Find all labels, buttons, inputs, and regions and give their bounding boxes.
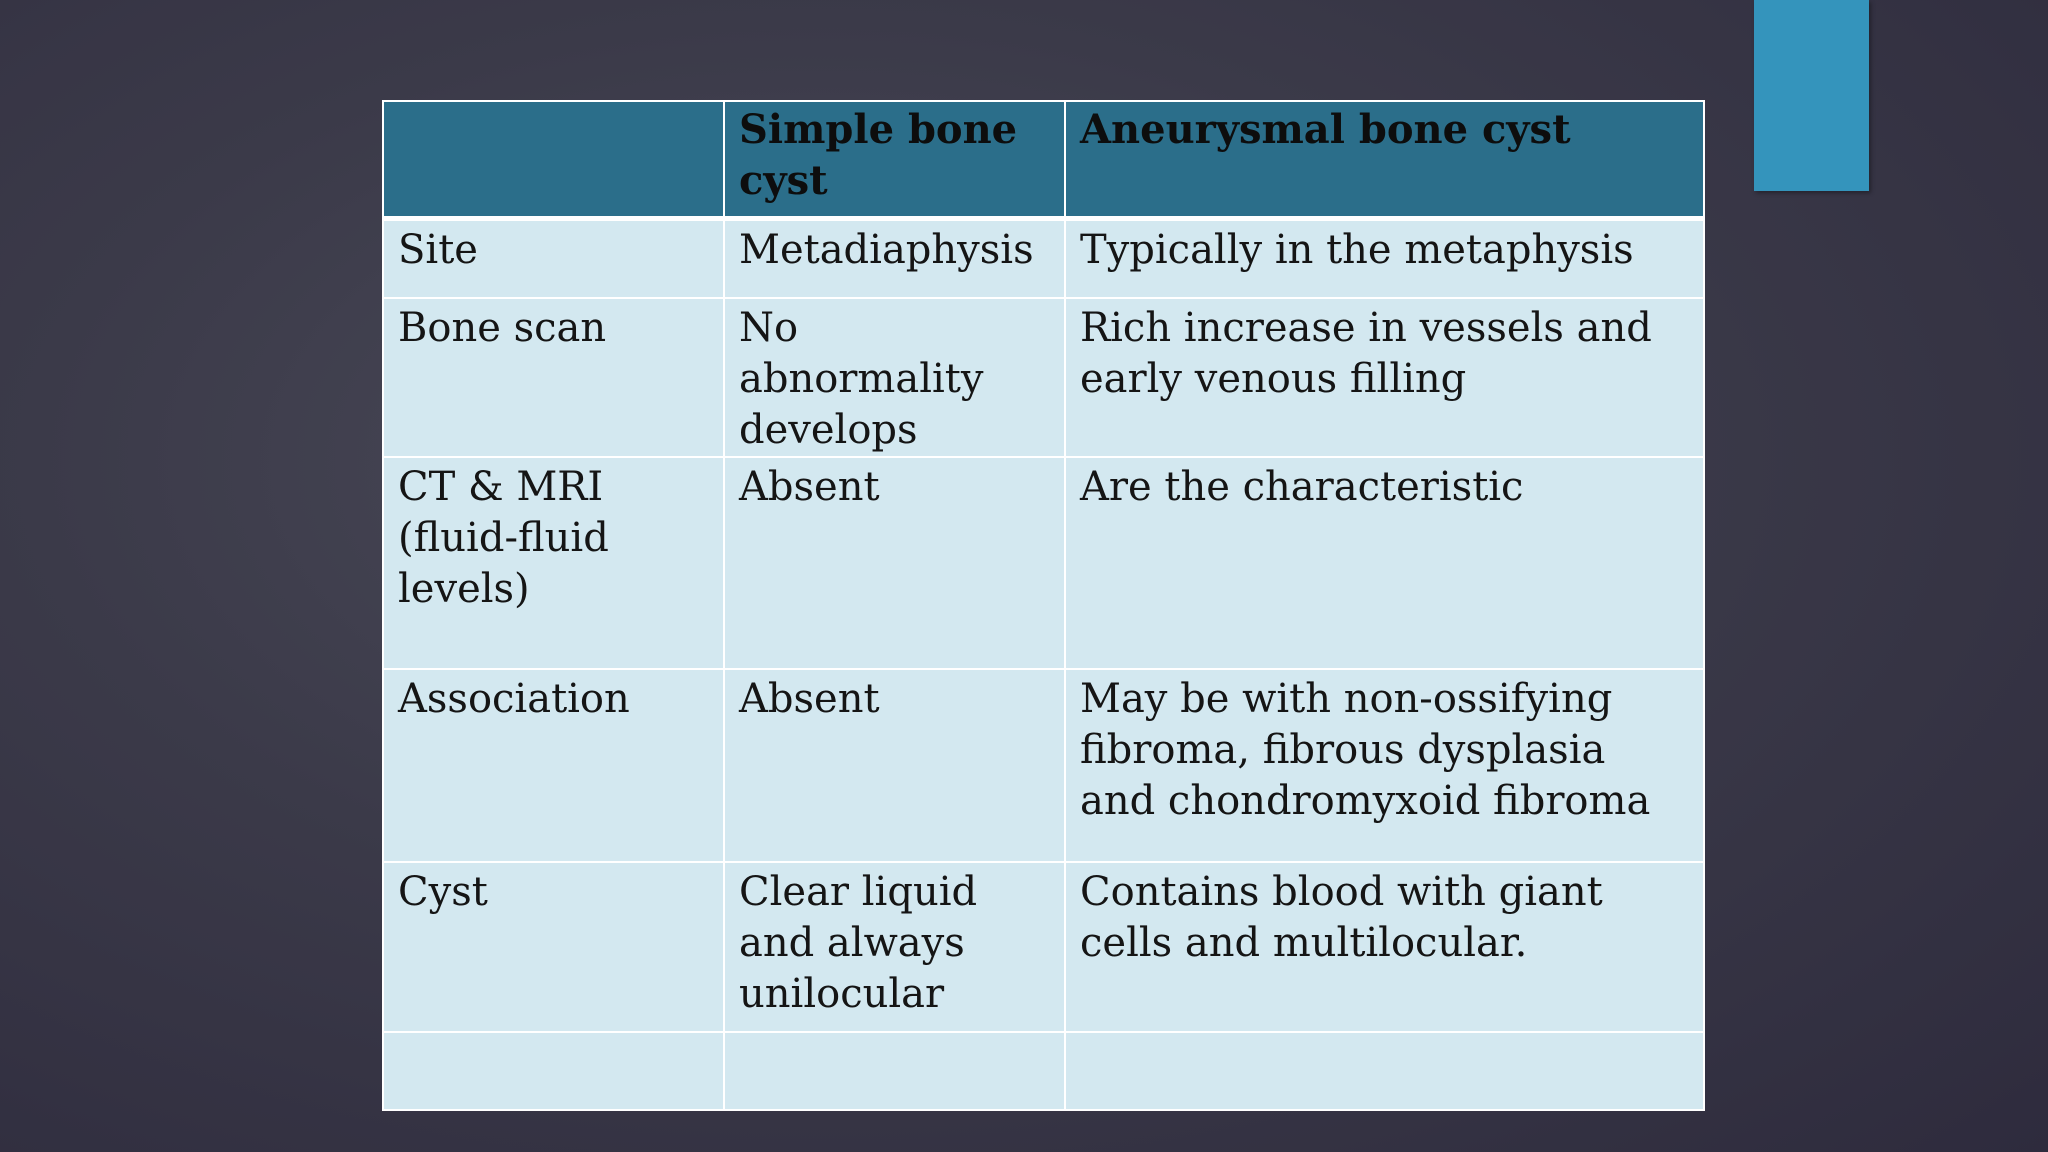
comparison-table bbox=[382, 100, 1705, 1111]
row-label: CT & MRI (fluid-fluid levels) bbox=[383, 457, 724, 669]
aneurysmal-value: Rich increase in vessels and early venous filling bbox=[1065, 298, 1704, 457]
simple-value: Metadiaphysis bbox=[724, 219, 1065, 299]
simple-value: Absent bbox=[724, 457, 1065, 669]
table-row bbox=[383, 219, 1704, 299]
row-label: Cyst bbox=[383, 862, 724, 1032]
simple-value: Absent bbox=[724, 669, 1065, 862]
row-label: Bone scan bbox=[383, 298, 724, 457]
table-row bbox=[383, 298, 1704, 457]
table-row-empty bbox=[383, 1032, 1704, 1110]
accent-tab bbox=[1754, 0, 1869, 191]
aneurysmal-value bbox=[1065, 1032, 1704, 1110]
table-row bbox=[383, 669, 1704, 862]
aneurysmal-value: May be with non-ossifying fibroma, fibrous dysplasia and chondromyxoid fibroma bbox=[1065, 669, 1704, 862]
row-label bbox=[383, 1032, 724, 1110]
simple-value bbox=[724, 1032, 1065, 1110]
simple-value: Clear liquid and always unilocular bbox=[724, 862, 1065, 1032]
simple-value: No abnormality develops bbox=[724, 298, 1065, 457]
header-blank bbox=[383, 101, 724, 219]
row-label: Site bbox=[383, 219, 724, 299]
aneurysmal-value: Are the characteristic bbox=[1065, 457, 1704, 669]
table-row bbox=[383, 862, 1704, 1032]
aneurysmal-value: Typically in the metaphysis bbox=[1065, 219, 1704, 299]
header-aneurysmal-bone-cyst: Aneurysmal bone cyst bbox=[1065, 101, 1704, 219]
table-row bbox=[383, 457, 1704, 669]
header-simple-bone-cyst: Simple bone cyst bbox=[724, 101, 1065, 219]
row-label: Association bbox=[383, 669, 724, 862]
table-header-row bbox=[383, 101, 1704, 219]
aneurysmal-value: Contains blood with giant cells and multilocular. bbox=[1065, 862, 1704, 1032]
